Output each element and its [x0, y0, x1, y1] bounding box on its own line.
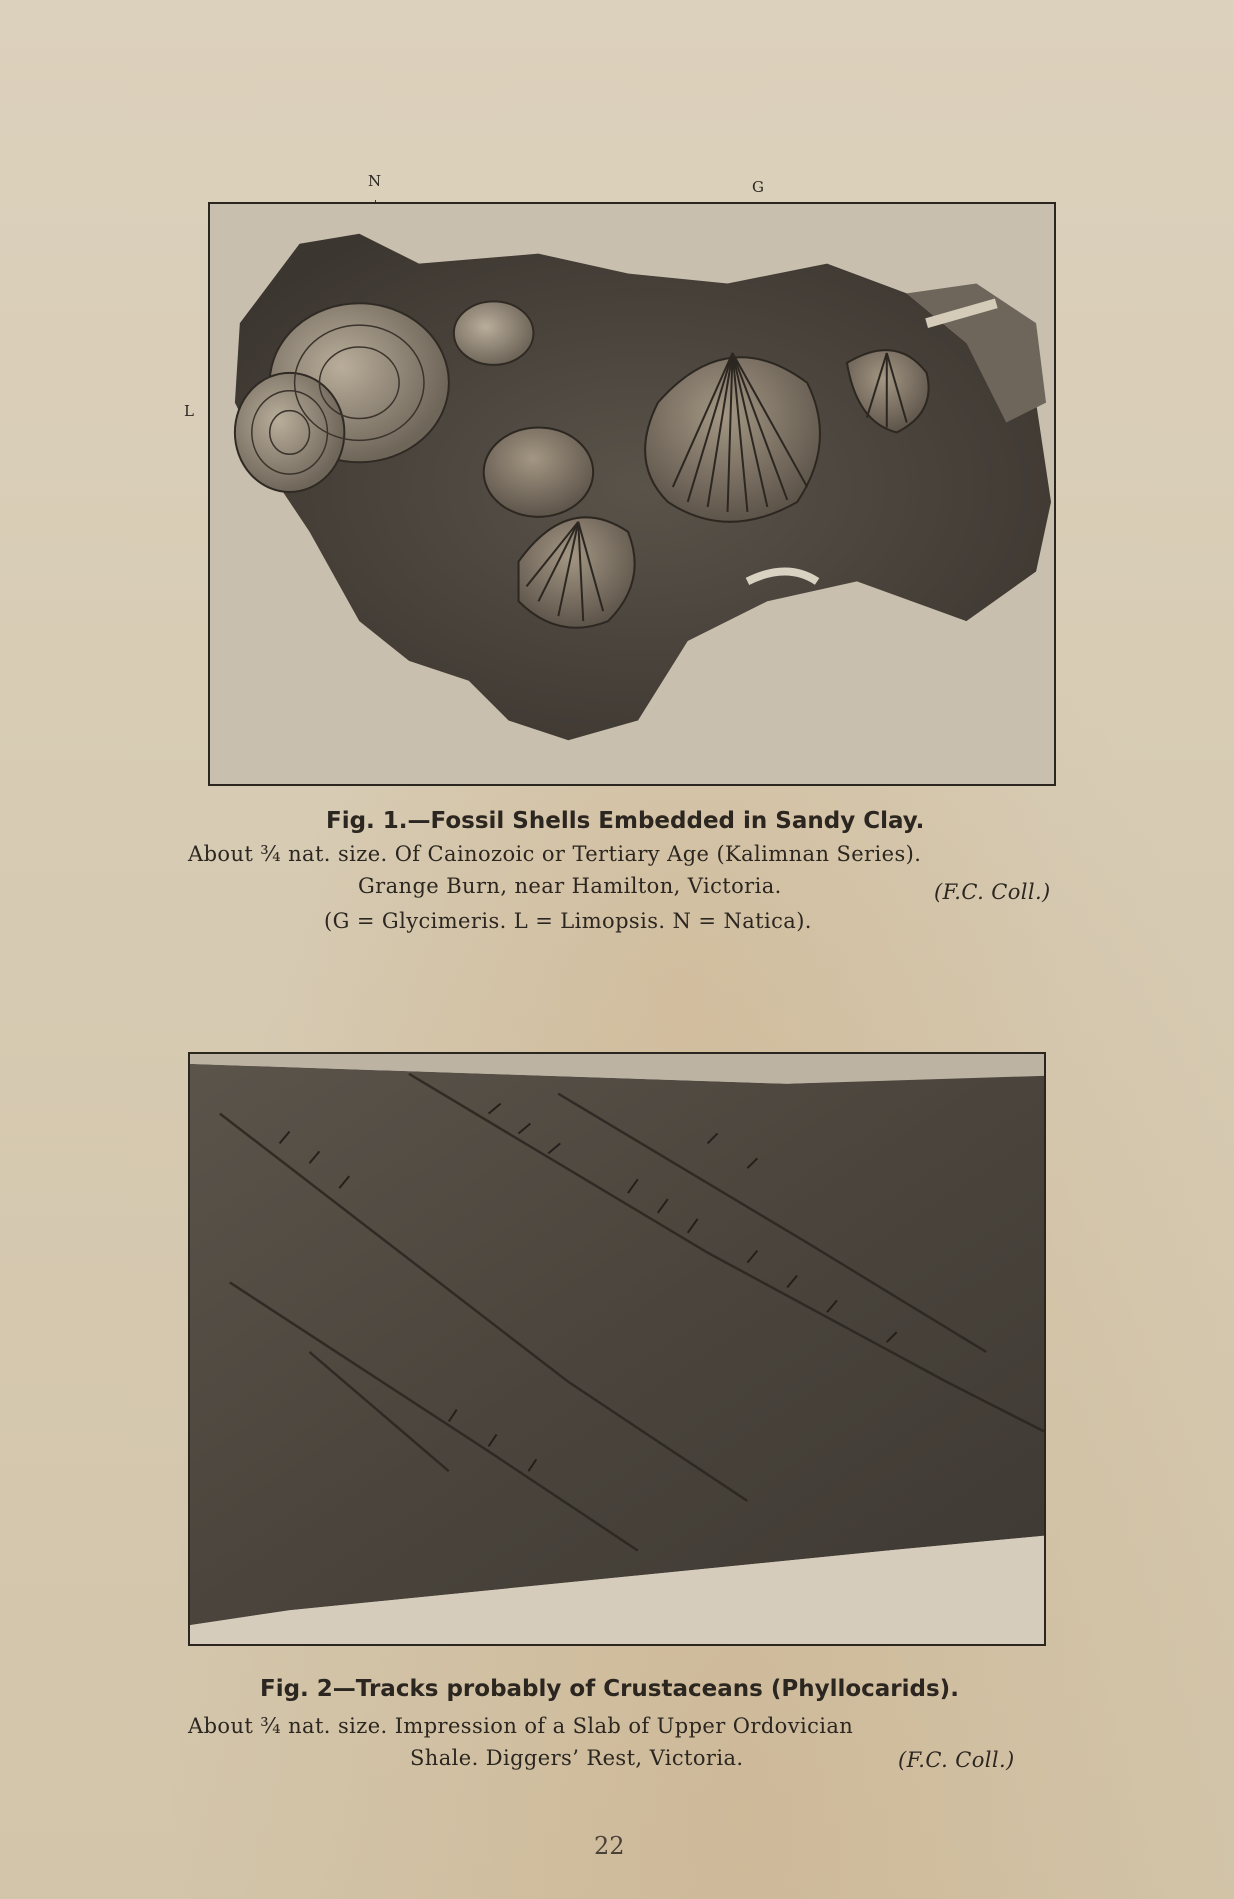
marker-n: N [368, 172, 382, 190]
figure1-caption-line2: Grange Burn, near Hamilton, Victoria. [358, 874, 782, 898]
figure1-caption-line3: (G = Glycimeris. L = Limopsis. N = Natica). [324, 909, 812, 933]
marker-l: L [184, 402, 194, 420]
figure2-photo [188, 1052, 1046, 1646]
page-number: 22 [594, 1832, 625, 1860]
marker-g: G [752, 178, 764, 196]
figure2-caption-line1: About ¾ nat. size. Impression of a Slab of Upper Ordovician [188, 1714, 854, 1738]
figure1-caption-line1: About ¾ nat. size. Of Cainozoic or Tertiary Age (Kalimnan Series). [188, 842, 922, 866]
figure2-title: Fig. 2—Tracks probably of Crustaceans (Phyllocarids). [260, 1676, 959, 1702]
figure2-collection: (F.C. Coll.) [898, 1748, 1015, 1772]
figure1-photo [208, 202, 1056, 786]
figure2-caption-line2: Shale. Diggers’ Rest, Victoria. [410, 1746, 744, 1770]
figure1-title: Fig. 1.—Fossil Shells Embedded in Sandy Clay. [326, 808, 925, 834]
figure1-collection: (F.C. Coll.) [934, 880, 1051, 904]
